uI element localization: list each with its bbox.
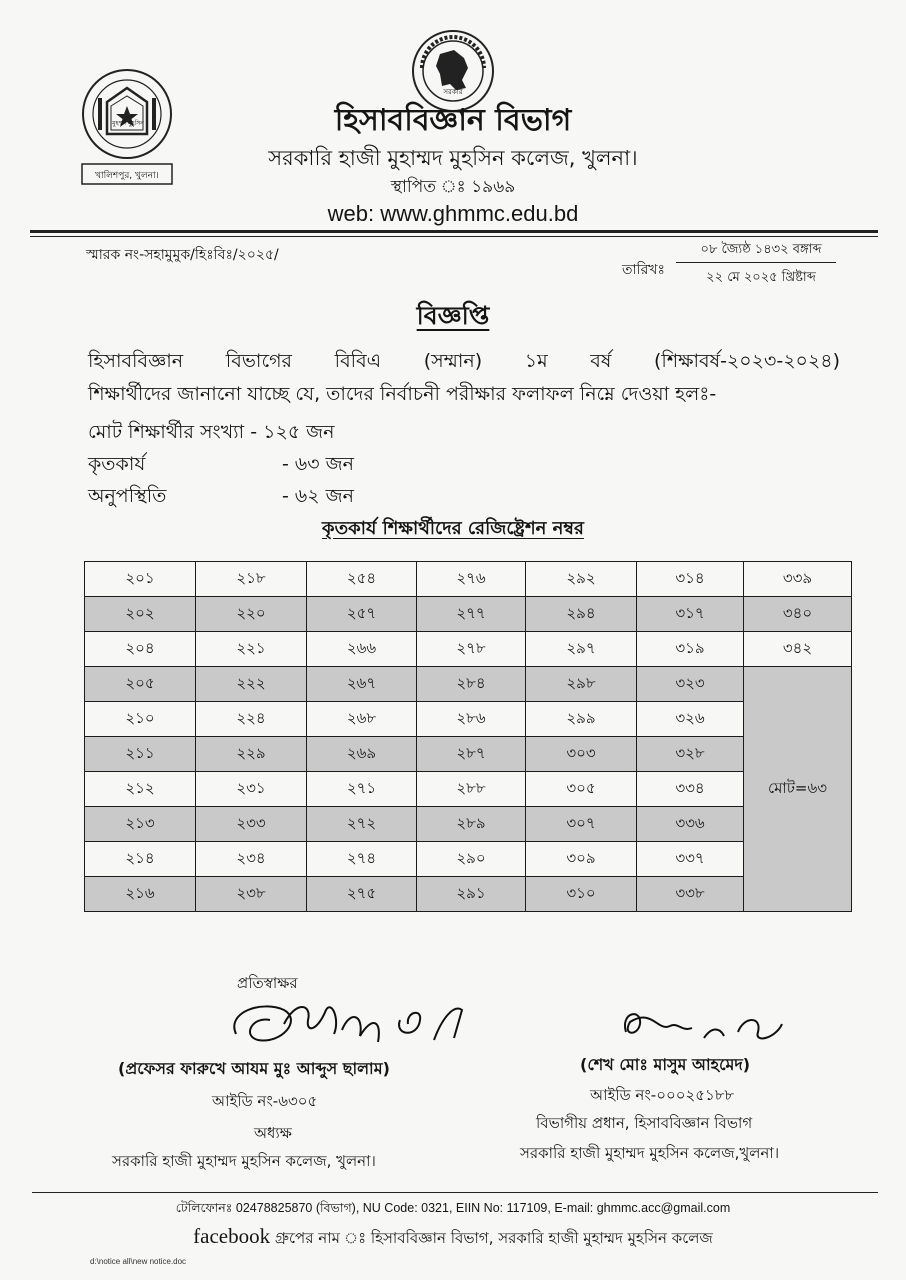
table-row	[85, 632, 852, 667]
table-cell: ৩৪০	[744, 597, 852, 632]
table-cell: ২১৪	[85, 842, 196, 877]
table-cell: ২৮৪	[417, 667, 526, 702]
header-divider-thin	[30, 236, 878, 237]
table-cell: ৩২৩	[637, 667, 744, 702]
total-passed-cell: মোট=৬৩	[744, 667, 852, 912]
absent-label: অনুপস্থিতি	[88, 485, 167, 507]
website-url[interactable]: web: www.ghmmc.edu.bd	[327, 201, 579, 226]
table-cell: ২১১	[85, 737, 196, 772]
file-path-note: d:\notice all\new notice.doc	[90, 1257, 187, 1266]
seal-left-bottom-text: খালিশপুর, খুলনা।	[95, 171, 159, 181]
table-cell: ৩০৯	[526, 842, 637, 877]
head-college: সরকারি হাজী মুহাম্মদ মুহসিন কলেজ,খুলনা।	[520, 1144, 780, 1162]
principal-college: সরকারি হাজী মুহাম্মদ মুহসিন কলেজ, খুলনা।	[112, 1152, 376, 1170]
date-label: তারিখঃ	[622, 262, 665, 278]
table-row	[85, 597, 852, 632]
table-cell: ২৮৯	[417, 807, 526, 842]
date-separator	[676, 262, 836, 263]
table-cell: ২২৯	[196, 737, 307, 772]
passed-value: - ৬৩ জন	[282, 453, 354, 475]
table-cell: ২৩৪	[196, 842, 307, 877]
table-cell: ২০২	[85, 597, 196, 632]
table-heading: কৃতকার্য শিক্ষার্থীদের রেজিষ্ট্রেশন নম্বর	[322, 518, 584, 539]
table-cell: ২৯০	[417, 842, 526, 877]
table-row	[85, 877, 852, 912]
table-cell: ২৮৬	[417, 702, 526, 737]
seal-left-top-text: মুহম্মদ মুহসিন	[112, 120, 144, 127]
table-cell: ২৭৬	[417, 562, 526, 597]
table-cell: ২৮৭	[417, 737, 526, 772]
facebook-group-name: গ্রুপের নাম ঃ হিসাববিজ্ঞান বিভাগ, সরকারি হাজী মুহাম্মদ মুহসিন কলেজ	[274, 1229, 713, 1247]
head-of-department-signature	[612, 1002, 792, 1050]
date-gregorian: ২২ মে ২০২৫ খ্রিষ্টাব্দ	[706, 270, 816, 285]
date-bangla-calendar: ০৮ জ্যৈষ্ঠ ১৪৩২ বঙ্গাব্দ	[700, 242, 822, 257]
table-cell: ২১৮	[196, 562, 307, 597]
table-row	[85, 702, 852, 737]
principal-name: (প্রফেসর ফারুখে আযম মুঃ আব্দুস ছালাম)	[118, 1059, 390, 1078]
countersign-label: প্রতিস্বাক্ষর	[237, 974, 298, 992]
footer-contact-info: টেলিফোনঃ 02478825870 (বিভাগ), NU Code: 0321, EIIN No: 117109, E-mail: ghmmc.acc@gmail.com	[175, 1201, 731, 1215]
table-cell: ২৯২	[526, 562, 637, 597]
table-cell: ২৭৪	[307, 842, 417, 877]
table-cell: ২২২	[196, 667, 307, 702]
registration-number-table	[84, 561, 852, 912]
facebook-word: facebook	[193, 1224, 271, 1248]
table-cell: ২২৪	[196, 702, 307, 737]
head-id: আইডি নং-০০০২৫১৮৮	[590, 1086, 735, 1104]
table-cell: ৩১০	[526, 877, 637, 912]
table-cell: ২৬৯	[307, 737, 417, 772]
table-cell: ৩৪২	[744, 632, 852, 667]
notice-line-1: হিসাববিজ্ঞান বিভাগের বিবিএ (সম্মান) ১ম বর্ষ (শিক্ষাবর্ষ-২০২৩-২০২৪)	[88, 350, 840, 372]
table-cell: ২১৩	[85, 807, 196, 842]
table-cell: ২৯৮	[526, 667, 637, 702]
notice-title: বিজ্ঞপ্তি	[416, 301, 490, 330]
table-cell: ২০১	[85, 562, 196, 597]
head-name: (শেখ মোঃ মাসুম আহমেদ)	[580, 1055, 751, 1074]
table-cell: ৩৩৪	[637, 772, 744, 807]
table-cell: ৩২৮	[637, 737, 744, 772]
table-cell: ২৭৮	[417, 632, 526, 667]
total-students: মোট শিক্ষার্থীর সংখ্যা - ১২৫ জন	[88, 421, 335, 443]
principal-designation: অধ্যক্ষ	[254, 1124, 292, 1142]
table-row	[85, 772, 852, 807]
table-cell: ৩৩৭	[637, 842, 744, 877]
table-row	[85, 562, 852, 597]
table-row	[85, 737, 852, 772]
table-cell: ২৭৫	[307, 877, 417, 912]
department-title: হিসাববিজ্ঞান বিভাগ	[334, 103, 572, 138]
table-cell: ৩২৬	[637, 702, 744, 737]
table-cell: ২১০	[85, 702, 196, 737]
table-cell: ২৯১	[417, 877, 526, 912]
table-row	[85, 842, 852, 877]
table-cell: ২৬৬	[307, 632, 417, 667]
table-cell: ২২১	[196, 632, 307, 667]
table-row	[85, 807, 852, 842]
table-cell: ২৬৮	[307, 702, 417, 737]
table-cell: ২৭৭	[417, 597, 526, 632]
table-cell: ২১৬	[85, 877, 196, 912]
passed-label: কৃতকার্য	[88, 453, 146, 475]
head-designation: বিভাগীয় প্রধান, হিসাববিজ্ঞান বিভাগ	[536, 1114, 753, 1132]
table-cell: ২৯৭	[526, 632, 637, 667]
footer-divider	[32, 1192, 878, 1193]
table-cell: ২৭১	[307, 772, 417, 807]
footer-facebook-line	[0, 1224, 906, 1252]
principal-signature	[222, 990, 482, 1062]
table-cell: ৩৩৬	[637, 807, 744, 842]
founded-year: স্থাপিত ঃ ১৯৬৯	[390, 177, 516, 197]
table-cell: ২৫৭	[307, 597, 417, 632]
table-cell: ২৫৪	[307, 562, 417, 597]
table-cell: ২০৫	[85, 667, 196, 702]
seal-right-text: সরকার	[443, 88, 463, 96]
table-cell: ৩১৭	[637, 597, 744, 632]
college-name: সরকারি হাজী মুহাম্মদ মুহসিন কলেজ, খুলনা।	[268, 146, 638, 170]
table-cell: ৩০৫	[526, 772, 637, 807]
memo-reference: স্মারক নং-সহামুমুক/হিঃবিঃ/২০২৫/	[86, 247, 279, 263]
table-cell: ২১২	[85, 772, 196, 807]
table-cell: ৩৩৯	[744, 562, 852, 597]
table-cell: ২৩৩	[196, 807, 307, 842]
table-cell: ৩০৩	[526, 737, 637, 772]
table-cell: ৩০৭	[526, 807, 637, 842]
table-cell: ২৬৭	[307, 667, 417, 702]
table-cell: ২৮৮	[417, 772, 526, 807]
table-cell: ৩৩৮	[637, 877, 744, 912]
table-cell: ৩১৪	[637, 562, 744, 597]
principal-id: আইডি নং-৬৩০৫	[212, 1092, 318, 1110]
header-divider-thick	[30, 230, 878, 233]
table-cell: ৩১৯	[637, 632, 744, 667]
table-cell: ২২০	[196, 597, 307, 632]
table-cell: ২৩১	[196, 772, 307, 807]
table-cell: ২৯৯	[526, 702, 637, 737]
table-cell: ২৯৪	[526, 597, 637, 632]
table-cell: ২০৪	[85, 632, 196, 667]
table-cell: ২৭২	[307, 807, 417, 842]
table-row	[85, 667, 852, 702]
table-cell: ২৩৮	[196, 877, 307, 912]
notice-line-2: শিক্ষার্থীদের জানানো যাচ্ছে যে, তাদের নির্বাচনী পরীক্ষার ফলাফল নিম্নে দেওয়া হলঃ-	[88, 383, 717, 405]
absent-value: - ৬২ জন	[282, 485, 354, 507]
